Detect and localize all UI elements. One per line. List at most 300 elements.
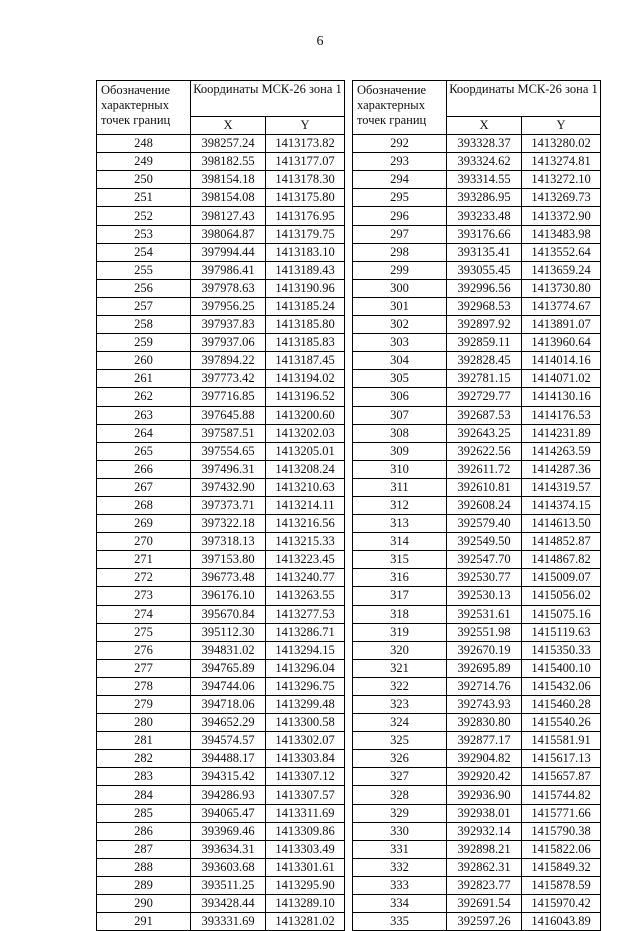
x-coordinate-cell: 392687.53: [447, 406, 522, 424]
y-coordinate-cell: 1413214.11: [266, 496, 345, 514]
x-coordinate-cell: 392920.42: [447, 768, 522, 786]
y-coordinate-cell: 1414231.89: [522, 424, 601, 442]
coordinates-table-right: [352, 80, 601, 931]
x-coordinate-cell: 392691.54: [447, 895, 522, 913]
y-coordinate-cell: 1413552.64: [522, 243, 601, 261]
x-coordinate-cell: 393233.48: [447, 207, 522, 225]
point-number-cell: 327: [353, 768, 447, 786]
point-number-cell: 257: [97, 297, 191, 315]
point-number-cell: 308: [353, 424, 447, 442]
table-row: [97, 496, 345, 514]
point-number-cell: 272: [97, 569, 191, 587]
y-coordinate-cell: 1413281.02: [266, 913, 345, 931]
y-coordinate-cell: 1413196.52: [266, 388, 345, 406]
y-coordinate-cell: 1413303.84: [266, 750, 345, 768]
table-row: [353, 641, 601, 659]
x-coordinate-cell: 394652.29: [191, 714, 266, 732]
table-row: [353, 605, 601, 623]
table-row: [97, 677, 345, 695]
y-coordinate-cell: 1413269.73: [522, 189, 601, 207]
point-number-cell: 302: [353, 316, 447, 334]
y-coordinate-cell: 1413483.98: [522, 225, 601, 243]
table-row: [97, 297, 345, 315]
table-row: [97, 895, 345, 913]
table-row: [97, 569, 345, 587]
point-number-cell: 313: [353, 515, 447, 533]
y-coordinate-cell: 1413295.90: [266, 876, 345, 894]
coordinates-table-left: [96, 80, 345, 931]
y-coordinate-cell: 1413202.03: [266, 424, 345, 442]
point-number-cell: 253: [97, 225, 191, 243]
table-row: [97, 207, 345, 225]
table-row: [353, 135, 601, 153]
point-number-cell: 324: [353, 714, 447, 732]
y-coordinate-cell: 1415970.42: [522, 895, 601, 913]
y-coordinate-cell: 1416043.89: [522, 913, 601, 931]
point-number-cell: 267: [97, 478, 191, 496]
x-coordinate-cell: 397994.44: [191, 243, 266, 261]
y-coordinate-cell: 1415400.10: [522, 659, 601, 677]
x-coordinate-cell: 393055.45: [447, 261, 522, 279]
x-coordinate-cell: 392968.53: [447, 297, 522, 315]
table-row: [353, 515, 601, 533]
table-row: [97, 533, 345, 551]
y-coordinate-cell: 1415849.32: [522, 858, 601, 876]
y-column-header: Y: [266, 117, 345, 135]
point-number-cell: 310: [353, 460, 447, 478]
x-coordinate-cell: 392904.82: [447, 750, 522, 768]
y-coordinate-cell: 1415744.82: [522, 786, 601, 804]
point-number-cell: 270: [97, 533, 191, 551]
y-coordinate-cell: 1413294.15: [266, 641, 345, 659]
y-coordinate-cell: 1415350.33: [522, 641, 601, 659]
y-coordinate-cell: 1415056.02: [522, 587, 601, 605]
y-coordinate-cell: 1413190.96: [266, 279, 345, 297]
table-row: [97, 641, 345, 659]
table-row: [353, 153, 601, 171]
x-coordinate-cell: 393176.66: [447, 225, 522, 243]
point-number-cell: 319: [353, 623, 447, 641]
y-coordinate-cell: 1413215.33: [266, 533, 345, 551]
x-coordinate-cell: 392530.13: [447, 587, 522, 605]
y-coordinate-cell: 1415075.16: [522, 605, 601, 623]
point-number-cell: 305: [353, 370, 447, 388]
point-number-cell: 287: [97, 840, 191, 858]
x-coordinate-cell: 392823.77: [447, 876, 522, 894]
y-coordinate-cell: 1413960.64: [522, 334, 601, 352]
table-row: [353, 352, 601, 370]
table-row: [97, 804, 345, 822]
y-coordinate-cell: 1413891.07: [522, 316, 601, 334]
table-row: [353, 243, 601, 261]
y-coordinate-cell: 1413185.83: [266, 334, 345, 352]
x-coordinate-cell: 394765.89: [191, 659, 266, 677]
point-number-cell: 304: [353, 352, 447, 370]
y-coordinate-cell: 1414867.82: [522, 551, 601, 569]
table-row: [97, 316, 345, 334]
y-coordinate-cell: 1413179.75: [266, 225, 345, 243]
x-coordinate-cell: 393314.55: [447, 171, 522, 189]
x-coordinate-cell: 393331.69: [191, 913, 266, 931]
x-coordinate-cell: 394286.93: [191, 786, 266, 804]
table-row: [97, 334, 345, 352]
table-row: [97, 623, 345, 641]
point-number-cell: 326: [353, 750, 447, 768]
table-row: [97, 225, 345, 243]
x-coordinate-cell: 392549.50: [447, 533, 522, 551]
y-coordinate-cell: 1413309.86: [266, 822, 345, 840]
x-coordinate-cell: 393634.31: [191, 840, 266, 858]
x-coordinate-cell: 392670.19: [447, 641, 522, 659]
point-number-cell: 254: [97, 243, 191, 261]
x-coordinate-cell: 392608.24: [447, 496, 522, 514]
x-coordinate-cell: 397153.80: [191, 551, 266, 569]
point-number-cell: 334: [353, 895, 447, 913]
x-coordinate-cell: 392610.81: [447, 478, 522, 496]
point-number-cell: 251: [97, 189, 191, 207]
point-number-cell: 329: [353, 804, 447, 822]
table-row: [97, 279, 345, 297]
y-coordinate-cell: 1413210.63: [266, 478, 345, 496]
y-coordinate-cell: 1413301.61: [266, 858, 345, 876]
table-row: [353, 261, 601, 279]
table-row: [97, 460, 345, 478]
x-coordinate-cell: 397773.42: [191, 370, 266, 388]
y-coordinate-cell: 1413272.10: [522, 171, 601, 189]
x-coordinate-cell: 394315.42: [191, 768, 266, 786]
y-coordinate-cell: 1413274.81: [522, 153, 601, 171]
point-number-cell: 252: [97, 207, 191, 225]
point-number-cell: 265: [97, 442, 191, 460]
y-coordinate-cell: 1415878.59: [522, 876, 601, 894]
x-coordinate-cell: 393969.46: [191, 822, 266, 840]
y-coordinate-cell: 1413307.12: [266, 768, 345, 786]
point-number-cell: 249: [97, 153, 191, 171]
table-row: [353, 732, 601, 750]
x-coordinate-cell: 394574.57: [191, 732, 266, 750]
y-coordinate-cell: 1413189.43: [266, 261, 345, 279]
y-coordinate-cell: 1413185.24: [266, 297, 345, 315]
point-number-cell: 332: [353, 858, 447, 876]
y-coordinate-cell: 1413289.10: [266, 895, 345, 913]
point-number-cell: 278: [97, 677, 191, 695]
x-coordinate-cell: 392743.93: [447, 696, 522, 714]
table-row: [97, 876, 345, 894]
table-row: [353, 424, 601, 442]
y-coordinate-cell: 1415432.06: [522, 677, 601, 695]
y-coordinate-cell: 1413173.82: [266, 135, 345, 153]
table-row: [97, 261, 345, 279]
point-number-cell: 335: [353, 913, 447, 931]
table-row: [353, 659, 601, 677]
point-header-line-1: Обозначение: [101, 83, 171, 97]
table-row: [353, 895, 601, 913]
y-coordinate-cell: 1413296.75: [266, 677, 345, 695]
point-number-cell: 323: [353, 696, 447, 714]
point-number-cell: 275: [97, 623, 191, 641]
x-coordinate-cell: 397496.31: [191, 460, 266, 478]
y-coordinate-cell: 1415617.13: [522, 750, 601, 768]
y-coordinate-cell: 1414613.50: [522, 515, 601, 533]
coordinates-header: Координаты МСК-26 зона 1: [447, 81, 601, 117]
table-row: [353, 478, 601, 496]
y-coordinate-cell: 1413302.07: [266, 732, 345, 750]
point-number-cell: 325: [353, 732, 447, 750]
point-number-cell: 286: [97, 822, 191, 840]
point-header-line-1: Обозначение: [357, 83, 427, 97]
y-coordinate-cell: 1414287.36: [522, 460, 601, 478]
y-coordinate-cell: 1415460.28: [522, 696, 601, 714]
x-coordinate-cell: 397894.22: [191, 352, 266, 370]
x-coordinate-cell: 392729.77: [447, 388, 522, 406]
x-coordinate-cell: 397318.13: [191, 533, 266, 551]
y-coordinate-cell: 1413200.60: [266, 406, 345, 424]
point-header-line-3: точек границ: [101, 113, 171, 127]
y-coordinate-cell: 1415581.91: [522, 732, 601, 750]
x-coordinate-cell: 392932.14: [447, 822, 522, 840]
table-row: [353, 696, 601, 714]
y-coordinate-cell: 1415009.07: [522, 569, 601, 587]
x-coordinate-cell: 398064.87: [191, 225, 266, 243]
table-row: [97, 858, 345, 876]
x-coordinate-cell: 398154.08: [191, 189, 266, 207]
table-row: [353, 677, 601, 695]
table-row: [97, 406, 345, 424]
table-row: [97, 478, 345, 496]
y-coordinate-cell: 1413372.90: [522, 207, 601, 225]
y-coordinate-cell: 1415771.66: [522, 804, 601, 822]
point-number-cell: 261: [97, 370, 191, 388]
table-row: [353, 786, 601, 804]
point-number-cell: 268: [97, 496, 191, 514]
y-coordinate-cell: 1415540.26: [522, 714, 601, 732]
point-number-cell: 276: [97, 641, 191, 659]
point-number-cell: 248: [97, 135, 191, 153]
y-coordinate-cell: 1414014.16: [522, 352, 601, 370]
point-number-cell: 307: [353, 406, 447, 424]
point-number-cell: 264: [97, 424, 191, 442]
point-number-cell: 262: [97, 388, 191, 406]
coordinates-rows-left: [97, 135, 345, 931]
point-number-cell: 320: [353, 641, 447, 659]
point-number-cell: 271: [97, 551, 191, 569]
table-row: [97, 370, 345, 388]
y-coordinate-cell: 1413659.24: [522, 261, 601, 279]
x-coordinate-cell: 392781.15: [447, 370, 522, 388]
x-coordinate-cell: 397554.65: [191, 442, 266, 460]
y-coordinate-cell: 1413300.58: [266, 714, 345, 732]
y-coordinate-cell: 1413774.67: [522, 297, 601, 315]
y-coordinate-cell: 1413177.07: [266, 153, 345, 171]
table-row: [97, 442, 345, 460]
y-coordinate-cell: 1415657.87: [522, 768, 601, 786]
y-coordinate-cell: 1413286.71: [266, 623, 345, 641]
point-number-cell: 259: [97, 334, 191, 352]
y-coordinate-cell: 1413194.02: [266, 370, 345, 388]
x-coordinate-cell: 392597.26: [447, 913, 522, 931]
y-coordinate-cell: 1414071.02: [522, 370, 601, 388]
point-number-cell: 303: [353, 334, 447, 352]
point-number-cell: 330: [353, 822, 447, 840]
table-row: [97, 243, 345, 261]
y-coordinate-cell: 1414374.15: [522, 496, 601, 514]
y-coordinate-cell: 1413175.80: [266, 189, 345, 207]
x-coordinate-cell: 392898.21: [447, 840, 522, 858]
table-row: [97, 153, 345, 171]
table-row: [353, 714, 601, 732]
table-row: [353, 207, 601, 225]
point-number-cell: 256: [97, 279, 191, 297]
point-designation-header: [353, 81, 447, 135]
x-coordinate-cell: 392862.31: [447, 858, 522, 876]
x-coordinate-cell: 392828.45: [447, 352, 522, 370]
point-number-cell: 296: [353, 207, 447, 225]
page-number: 6: [316, 34, 324, 49]
x-coordinate-cell: 392531.61: [447, 605, 522, 623]
y-coordinate-cell: 1413216.56: [266, 515, 345, 533]
y-coordinate-cell: 1414130.16: [522, 388, 601, 406]
x-coordinate-cell: 392611.72: [447, 460, 522, 478]
point-number-cell: 273: [97, 587, 191, 605]
point-header-line-2: характерных: [357, 98, 425, 112]
x-coordinate-cell: 394065.47: [191, 804, 266, 822]
x-coordinate-cell: 397937.06: [191, 334, 266, 352]
point-number-cell: 269: [97, 515, 191, 533]
point-number-cell: 260: [97, 352, 191, 370]
y-coordinate-cell: 1413277.53: [266, 605, 345, 623]
x-coordinate-cell: 397645.88: [191, 406, 266, 424]
x-coordinate-cell: 392877.17: [447, 732, 522, 750]
x-coordinate-cell: 392551.98: [447, 623, 522, 641]
table-row: [353, 858, 601, 876]
y-coordinate-cell: 1414852.87: [522, 533, 601, 551]
x-coordinate-cell: 392830.80: [447, 714, 522, 732]
point-number-cell: 280: [97, 714, 191, 732]
point-number-cell: 299: [353, 261, 447, 279]
x-coordinate-cell: 393324.62: [447, 153, 522, 171]
point-number-cell: 315: [353, 551, 447, 569]
table-row: [353, 533, 601, 551]
table-row: [97, 424, 345, 442]
x-coordinate-cell: 394718.06: [191, 696, 266, 714]
y-column-header: Y: [522, 117, 601, 135]
x-coordinate-cell: 396176.10: [191, 587, 266, 605]
y-coordinate-cell: 1413205.01: [266, 442, 345, 460]
point-number-cell: 311: [353, 478, 447, 496]
x-coordinate-cell: 392579.40: [447, 515, 522, 533]
x-coordinate-cell: 392996.56: [447, 279, 522, 297]
point-number-cell: 292: [353, 135, 447, 153]
x-coordinate-cell: 392897.92: [447, 316, 522, 334]
point-number-cell: 312: [353, 496, 447, 514]
y-coordinate-cell: 1413208.24: [266, 460, 345, 478]
y-coordinate-cell: 1413176.95: [266, 207, 345, 225]
y-coordinate-cell: 1415790.38: [522, 822, 601, 840]
y-coordinate-cell: 1413296.04: [266, 659, 345, 677]
table-row: [97, 171, 345, 189]
point-number-cell: 290: [97, 895, 191, 913]
table-row: [97, 840, 345, 858]
point-number-cell: 255: [97, 261, 191, 279]
x-coordinate-cell: 398182.55: [191, 153, 266, 171]
point-number-cell: 295: [353, 189, 447, 207]
point-number-cell: 258: [97, 316, 191, 334]
point-number-cell: 306: [353, 388, 447, 406]
table-row: [97, 135, 345, 153]
table-row: [353, 623, 601, 641]
x-coordinate-cell: 392530.77: [447, 569, 522, 587]
y-coordinate-cell: 1415822.06: [522, 840, 601, 858]
point-number-cell: 263: [97, 406, 191, 424]
x-coordinate-cell: 392938.01: [447, 804, 522, 822]
y-coordinate-cell: 1413307.57: [266, 786, 345, 804]
table-row: [353, 804, 601, 822]
table-row: [97, 587, 345, 605]
table-row: [353, 297, 601, 315]
point-number-cell: 274: [97, 605, 191, 623]
point-number-cell: 321: [353, 659, 447, 677]
coordinates-header: Координаты МСК-26 зона 1: [191, 81, 345, 117]
x-coordinate-cell: 392547.70: [447, 551, 522, 569]
x-coordinate-cell: 397956.25: [191, 297, 266, 315]
point-header-line-3: точек границ: [357, 113, 427, 127]
table-row: [353, 334, 601, 352]
table-row: [353, 460, 601, 478]
table-row: [97, 786, 345, 804]
y-coordinate-cell: 1414319.57: [522, 478, 601, 496]
table-row: [97, 732, 345, 750]
table-row: [353, 496, 601, 514]
point-number-cell: 283: [97, 768, 191, 786]
x-coordinate-cell: 395670.84: [191, 605, 266, 623]
table-row: [353, 750, 601, 768]
x-coordinate-cell: 396773.48: [191, 569, 266, 587]
y-coordinate-cell: 1413730.80: [522, 279, 601, 297]
table-row: [97, 768, 345, 786]
x-coordinate-cell: 393286.95: [447, 189, 522, 207]
table-row: [97, 605, 345, 623]
x-coordinate-cell: 397978.63: [191, 279, 266, 297]
table-row: [353, 189, 601, 207]
x-coordinate-cell: 394831.02: [191, 641, 266, 659]
x-coordinate-cell: 398257.24: [191, 135, 266, 153]
point-number-cell: 317: [353, 587, 447, 605]
y-coordinate-cell: 1413280.02: [522, 135, 601, 153]
x-coordinate-cell: 397587.51: [191, 424, 266, 442]
point-number-cell: 318: [353, 605, 447, 623]
table-row: [97, 750, 345, 768]
point-number-cell: 293: [353, 153, 447, 171]
table-row: [353, 316, 601, 334]
table-row: [353, 876, 601, 894]
x-coordinate-cell: 393135.41: [447, 243, 522, 261]
x-column-header: X: [447, 117, 522, 135]
x-coordinate-cell: 392695.89: [447, 659, 522, 677]
x-coordinate-cell: 397373.71: [191, 496, 266, 514]
point-number-cell: 285: [97, 804, 191, 822]
y-coordinate-cell: 1415119.63: [522, 623, 601, 641]
point-number-cell: 281: [97, 732, 191, 750]
x-coordinate-cell: 398127.43: [191, 207, 266, 225]
point-number-cell: 301: [353, 297, 447, 315]
x-coordinate-cell: 392622.56: [447, 442, 522, 460]
table-row: [97, 822, 345, 840]
point-number-cell: 298: [353, 243, 447, 261]
point-number-cell: 289: [97, 876, 191, 894]
x-coordinate-cell: 397716.85: [191, 388, 266, 406]
x-coordinate-cell: 393428.44: [191, 895, 266, 913]
x-coordinate-cell: 392859.11: [447, 334, 522, 352]
